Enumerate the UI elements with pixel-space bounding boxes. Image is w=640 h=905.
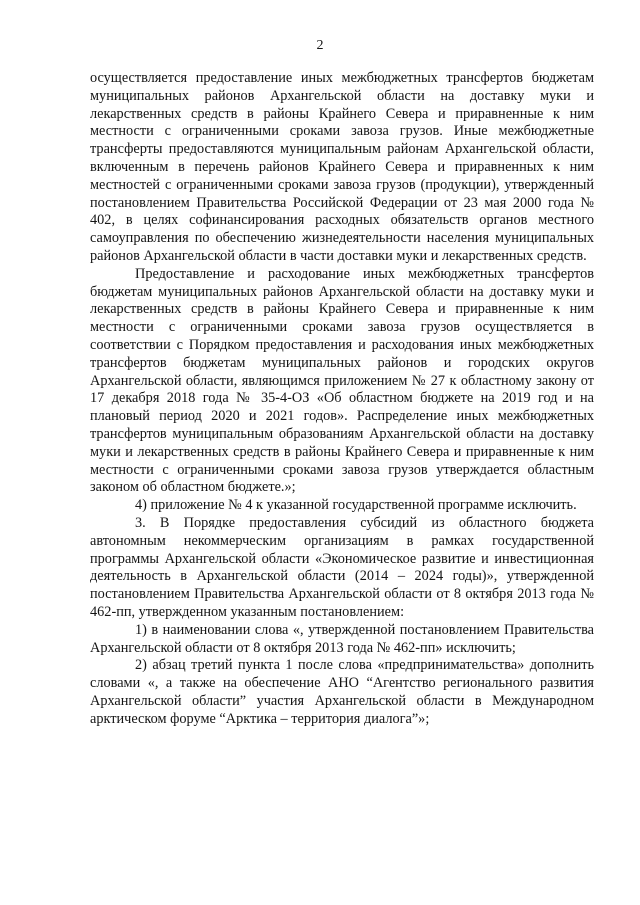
paragraph-item-4: 4) приложение № 4 к указанной государственной программе исключить. (135, 497, 577, 514)
paragraph-transfers-procedure: Предоставление и расходование иных межбюджетных трансфертов бюджетам муниципальных районов Архангельской области на доставку муки и лекарственных средств в районы Крайнего Севера и приравненные к ним местности с ограниченными сроками завоза грузов осуществляется в соответствии с Порядком предоставления и расходования иных межбюджетных трансфертов бюджетам муниципальных районов и городских округов Архангельской области, являющимся приложением № 27 к областному закону от 17 декабря 2018 года № 35-4-ОЗ «Об областном бюджете на 2019 год и на плановый период 2020 и 2021 годов». Распределение иных межбюджетных трансфертов муниципальным образованиям Архангельской области на доставку муки и лекарственных средств в районы Крайнего Севера и приравненные к ним местности с ограниченными сроками завоза грузов утверждается областным законом об областном бюджете.»; (90, 265, 594, 496)
paragraph-continuation: осуществляется предоставление иных межбюджетных трансфертов бюджетам муниципальных районов Архангельской области на доставку муки и лекарственных средств в районы Крайнего Севера и приравненные к ним местности с ограниченными сроками завоза грузов. Иные межбюджетные трансферты предоставляются муниципальным районам Архангельской области, включенным в перечень районов Крайнего Севера и приравненных к ним местностей с ограниченными сроками завоза грузов (продукции), утвержденный постановлением Правительства Российской Федерации от 23 мая 2000 года № 402, в целях софинансирования расходных обязательств органов местного самоуправления по обеспечению жизнедеятельности населения муниципальных районов Архангельской области в части доставки муки и лекарственных средств. (90, 70, 594, 264)
paragraph-item-1: 1) в наименовании слова «, утвержденной постановлением Правительства Архангельской области от 8 октября 2013 года № 462-пп» исключить; (90, 621, 594, 656)
page-number: 2 (316, 38, 324, 53)
paragraph-section-3: 3. В Порядке предоставления субсидий из областного бюджета автономным некоммерческим организациям в рамках государственной программы Архангельской области «Экономическое развитие и инвестиционная деятельность в Архангельской области (2014 – 2024 годы)», утвержденной постановлением Правительства Архангельской области от 8 октября 2013 года № 462-пп, утвержденном указанным постановлением: (90, 514, 594, 620)
document-body (90, 70, 594, 728)
paragraph-item-2: 2) абзац третий пункта 1 после слова «предпринимательства» дополнить словами «, а также на обеспечение АНО “Агентство регионального развития Архангельской области” участия Архангельской области в Международном арктическом форуме “Арктика – территория диалога”»; (90, 657, 594, 727)
